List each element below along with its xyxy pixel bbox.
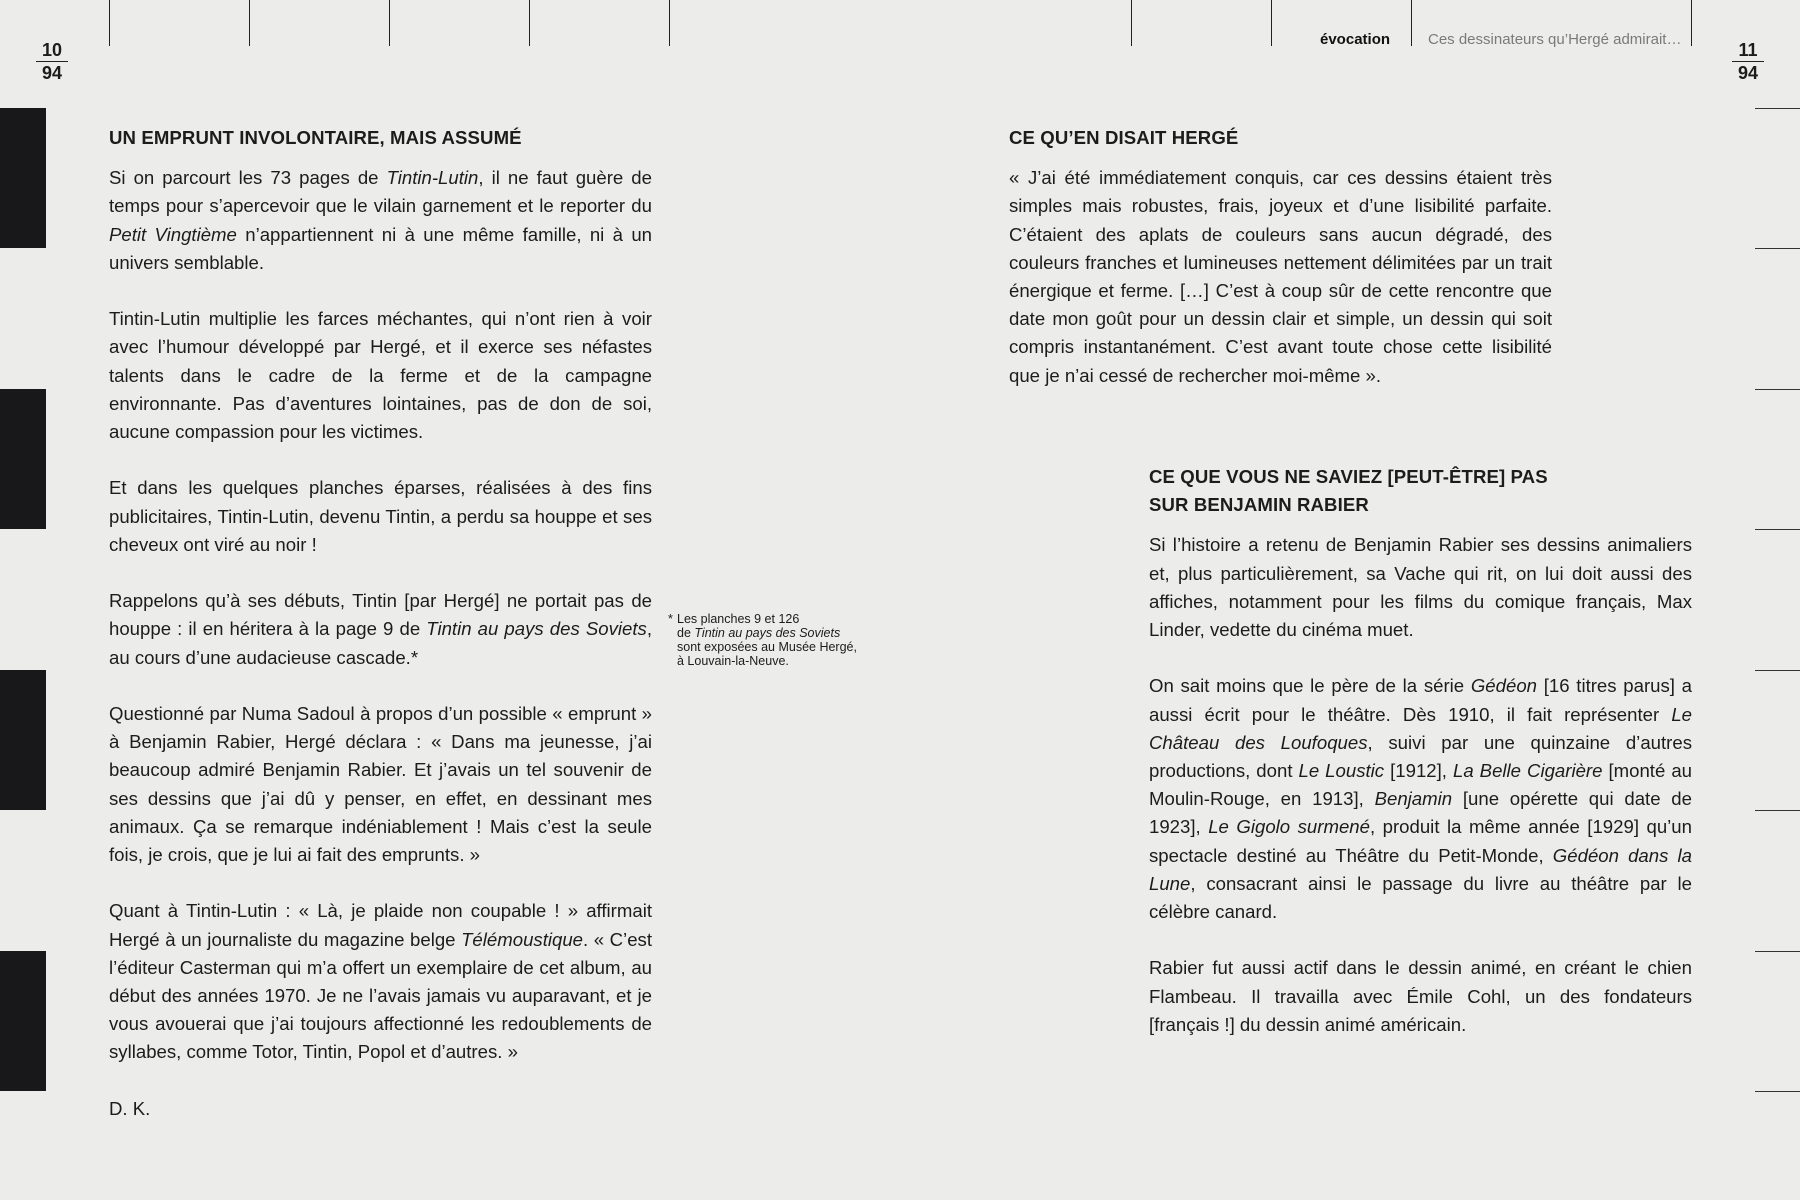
- top-rule-8: [1411, 0, 1412, 46]
- running-title: Ces dessinateurs qu’Hergé admirait…: [1428, 31, 1682, 48]
- edge-mark-2: [1755, 248, 1800, 249]
- text-run: [monté au Moulin-Rouge, en 1913],: [1149, 760, 1693, 810]
- text-run: Rappelons qu’à ses débuts, Tintin [par Hergé] ne portait pas de houppe : il en héritera à la page 9 de: [109, 590, 652, 640]
- footnote-line-2: [668, 626, 868, 640]
- text-run: , consacrant ainsi le passage du livre au théâtre par le célèbre canard.: [1149, 872, 1692, 923]
- italic-title: Gédéon dans la Lune: [1149, 844, 1693, 894]
- edge-tab-2: [0, 389, 46, 529]
- italic-title: Le Château des Loufoques: [1149, 703, 1692, 753]
- text-run: Quant à Tintin-Lutin : « Là, je plaide non coupable ! » affirmait Hergé à un journaliste du magazine belge: [109, 900, 652, 950]
- edge-mark-8: [1755, 1091, 1800, 1092]
- facts-heading: [1149, 463, 1692, 519]
- italic-title: Tintin au pays des Soviets: [694, 626, 841, 640]
- text-run: [16 titres parus] a aussi écrit pour le théâtre. Dès 1910, il fait représenter: [1149, 675, 1692, 725]
- text-run: de: [677, 626, 695, 640]
- left-page-total: 94: [41, 63, 63, 83]
- text-run: , au cours d’une audacieuse cascade.*: [109, 618, 652, 668]
- footnote-line-3: sont exposées au Musée Hergé,: [677, 640, 857, 654]
- edge-mark-1: [1755, 108, 1800, 109]
- quote-heading: CE QU’EN DISAIT HERGÉ: [1009, 127, 1239, 148]
- signature: D. K.: [109, 1097, 151, 1119]
- footnote-marker: *: [668, 612, 673, 626]
- facts-paragraph-2: [1149, 672, 1692, 926]
- italic-title: Gédéon: [1470, 675, 1538, 697]
- top-rule-2: [249, 0, 250, 46]
- text-run: [une opérette qui date de 1923],: [1149, 788, 1692, 838]
- right-page-total: 94: [1737, 63, 1759, 83]
- text-run: , suivi par une quinzaine d’autres productions, dont: [1149, 731, 1692, 782]
- quote-block: [1009, 124, 1552, 390]
- edge-mark-3: [1755, 389, 1800, 390]
- text-run: On sait moins que le père de la série: [1149, 675, 1471, 697]
- italic-title: Tintin-Lutin: [386, 167, 479, 189]
- text-run: [1912],: [1384, 760, 1453, 782]
- left-paragraph-3: Et dans les quelques planches éparses, réalisées à des fins publicitaires, Tintin-Lutin, devenu Tintin, a perdu sa houppe et ses cheveux ont viré au noir !: [109, 477, 652, 555]
- edge-mark-6: [1755, 810, 1800, 811]
- facts-paragraph-3: Rabier fut aussi actif dans le dessin animé, en créant le chien Flambeau. Il travailla avec Émile Cohl, un des fondateurs [français !] du dessin animé américain.: [1149, 957, 1692, 1035]
- italic-title: La Belle Cigarière: [1452, 760, 1603, 782]
- left-article: [109, 124, 652, 1123]
- quote-text: « J’ai été immédiatement conquis, car ces dessins étaient très simples mais robustes, frais, joyeux et d’une lisibilité parfaite. C’étaient des aplats de couleurs sans aucun dégradé, des couleurs franches et lumineuses nettement délimitées par un trait énergique et ferme. […] C’est à coup sûr de cette rencontre que date mon goût pour un dessin clair et simple, un dessin qui soit compris instantanément. C’est avant toute chose cette lisibilité que je n’ai cessé de rechercher moi-même ».: [1009, 167, 1552, 386]
- edge-mark-7: [1755, 951, 1800, 952]
- top-rule-7: [1271, 0, 1272, 46]
- top-rule-1: [109, 0, 110, 46]
- top-rule-4: [529, 0, 530, 46]
- right-page-number: [1732, 40, 1764, 83]
- top-rule-5: [669, 0, 670, 46]
- italic-title: Le Loustic: [1298, 760, 1385, 782]
- italic-title: Benjamin: [1374, 788, 1453, 810]
- italic-title: Tintin au pays des Soviets: [426, 618, 647, 640]
- right-page-current: 11: [1732, 40, 1764, 62]
- footnote: [668, 612, 868, 668]
- left-paragraph-6: [109, 897, 652, 1066]
- section-label: évocation: [1320, 31, 1391, 48]
- italic-title: Petit Vingtième: [109, 223, 237, 245]
- edge-mark-5: [1755, 670, 1800, 671]
- facts-heading-line-1: CE QUE VOUS NE SAVIEZ [PEUT-ÊTRE] PAS: [1149, 466, 1548, 487]
- footnote-line-4: à Louvain-la-Neuve.: [677, 654, 789, 668]
- left-paragraph-2: Tintin-Lutin multiplie les farces méchantes, qui n’ont rien à voir avec l’humour développé par Hergé, et il exerce ses néfastes talents dans le cadre de la ferme et de la campagne environnante. Pas d’aventures lointaines, pas de don de soi, aucune compassion pour les victimes.: [109, 308, 652, 443]
- text-run: , il ne faut guère de temps pour s’apercevoir que le vilain garnement et le reporter du: [109, 167, 652, 217]
- edge-tab-3: [0, 670, 46, 810]
- edge-mark-4: [1755, 529, 1800, 530]
- facts-paragraph-1: Si l’histoire a retenu de Benjamin Rabier ses dessins animaliers et, plus particulièrement, sa Vache qui rit, on lui doit aussi des affiches, notamment pour les films du comique français, Max Linder, vedette du cinéma muet.: [1149, 534, 1692, 641]
- edge-tab-4: [0, 951, 46, 1091]
- left-page-current: 10: [36, 40, 68, 62]
- italic-title: Le Gigolo surmené: [1208, 816, 1370, 838]
- footnote-line-1: Les planches 9 et 126: [677, 612, 800, 626]
- facts-heading-line-2: SUR BENJAMIN RABIER: [1149, 494, 1369, 516]
- left-paragraph-4: [109, 587, 652, 672]
- left-paragraph-1: [109, 164, 652, 277]
- text-run: . « C’est l’éditeur Casterman qui m’a offert un exemplaire de cet album, au début des années 1970. Je ne l’avais jamais vu auparavant, et je vous avouerai que j’ai toujours affectionné les redoublements de syllabes, comme Totor, Tintin, Popol et d’autres. »: [109, 928, 652, 1063]
- left-heading: UN EMPRUNT INVOLONTAIRE, MAIS ASSUMÉ: [109, 127, 522, 148]
- left-page-number: [36, 40, 68, 83]
- edge-tab-1: [0, 108, 46, 248]
- text-run: Si on parcourt les 73 pages de: [109, 167, 387, 189]
- text-run: , produit la même année [1929] qu’un spectacle destiné au Théâtre du Petit-Monde,: [1149, 816, 1692, 866]
- facts-block: [1149, 463, 1692, 1039]
- top-rule-6: [1131, 0, 1132, 46]
- top-rule-9: [1691, 0, 1692, 46]
- top-rule-3: [389, 0, 390, 46]
- text-run: n’appartiennent ni à une même famille, ni à un univers semblable.: [109, 223, 652, 273]
- italic-title: Télémoustique: [461, 928, 584, 950]
- left-paragraph-5: Questionné par Numa Sadoul à propos d’un possible « emprunt » à Benjamin Rabier, Hergé déclara : « Dans ma jeunesse, j’ai beaucoup admiré Benjamin Rabier. Et j’avais un tel souvenir de ses dessins que j’ai dû y penser, en effet, en dessinant mes animaux. Ça se remarque indéniablement ! Mais c’est la seule fois, je crois, que je lui ai fait des emprunts. »: [109, 703, 652, 866]
